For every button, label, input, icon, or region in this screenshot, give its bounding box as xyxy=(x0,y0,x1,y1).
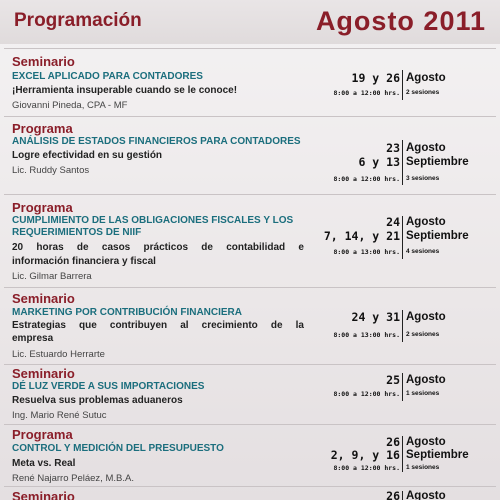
entry-sessions: 1 sesiones xyxy=(406,464,440,471)
entry-hours: 8:00 a 12:00 hrs. xyxy=(333,464,400,472)
entry-subtitle: empresa xyxy=(12,333,54,344)
entry-days: 24 y 31 xyxy=(351,310,400,324)
header-title: Programación xyxy=(14,10,142,31)
entry-month: Agosto xyxy=(406,374,446,386)
divider xyxy=(4,486,496,487)
entry-type: Seminario xyxy=(12,489,75,500)
entry-title: REQUERIMIENTOS DE NIIF xyxy=(12,227,142,238)
entry-speaker: Lic. Gilmar Barrera xyxy=(12,271,92,282)
date-divider xyxy=(402,216,403,259)
entry-speaker: Giovanni Pineda, CPA - MF xyxy=(12,100,128,111)
entry-type: Seminario xyxy=(12,366,75,381)
entry-type: Seminario xyxy=(12,291,75,306)
page-header xyxy=(0,0,500,44)
entry-month: Septiembre xyxy=(406,156,469,168)
entry-subtitle: Meta vs. Real xyxy=(12,458,76,469)
entry-days: 25 xyxy=(386,373,400,387)
divider xyxy=(4,287,496,288)
entry-sessions: 1 sesiones xyxy=(406,390,440,397)
entry-subtitle: información financiera y fiscal xyxy=(12,256,156,267)
divider xyxy=(4,116,496,117)
entry-days: 26 xyxy=(386,435,400,449)
entry-speaker: Ing. Mario René Sutuc xyxy=(12,410,107,421)
entry-month: Agosto xyxy=(406,142,446,154)
entry-sessions: 3 sesiones xyxy=(406,175,440,182)
entry-title: DÉ LUZ VERDE A SUS IMPORTACIONES xyxy=(12,381,205,392)
date-divider xyxy=(402,436,403,472)
entry-subtitle: ¡Herramienta insuperable cuando se le conoce! xyxy=(12,85,238,96)
entry-month: Septiembre xyxy=(406,449,469,461)
entry-days: 2, 9, y 16 xyxy=(330,448,400,462)
entry-month: Agosto xyxy=(406,311,446,323)
date-divider xyxy=(402,491,403,500)
entry-type: Programa xyxy=(12,200,73,215)
entry-speaker: Lic. Ruddy Santos xyxy=(12,165,90,176)
entry-month: Agosto xyxy=(406,216,446,228)
entry-sessions: 2 sesiones xyxy=(406,89,440,96)
entry-title: EXCEL APLICADO PARA CONTADORES xyxy=(12,71,203,82)
entry-title: ANÁLISIS DE ESTADOS FINANCIEROS PARA CONTADORES xyxy=(12,136,301,147)
entry-type: Programa xyxy=(12,121,73,136)
divider xyxy=(4,424,496,425)
date-divider xyxy=(402,140,403,185)
divider xyxy=(4,194,496,195)
entry-speaker: Lic. Estuardo Herrarte xyxy=(12,349,105,360)
entry-month: Agosto xyxy=(406,490,446,500)
entry-sessions: 4 sesiones xyxy=(406,248,440,255)
entry-days: 19 y 26 xyxy=(351,71,400,85)
entry-sessions: 2 sesiones xyxy=(406,331,440,338)
entry-speaker: René Najarro Peláez, M.B.A. xyxy=(12,473,134,484)
entry-subtitle: Logre efectividad en su gestión xyxy=(12,150,163,161)
entry-month: Agosto xyxy=(406,72,446,84)
divider xyxy=(4,48,496,49)
date-divider xyxy=(402,373,403,401)
entry-month: Agosto xyxy=(406,436,446,448)
entry-hours: 8:00 a 12:00 hrs. xyxy=(333,390,400,398)
entry-hours: 8:00 a 13:00 hrs. xyxy=(333,331,400,339)
entry-days: 24 xyxy=(386,215,400,229)
entry-title: MARKETING POR CONTRIBUCIÓN FINANCIERA xyxy=(12,307,242,318)
entry-hours: 8:00 a 12:00 hrs. xyxy=(333,175,400,183)
entry-hours: 8:00 a 12:00 hrs. xyxy=(333,89,400,97)
divider xyxy=(4,364,496,365)
entry-type: Seminario xyxy=(12,54,75,69)
entry-subtitle: Estrategias que contribuyen al crecimiento de la xyxy=(12,320,304,331)
entry-days: 23 xyxy=(386,141,400,155)
entry-subtitle: 20 horas de casos prácticos de contabilidad e xyxy=(12,242,304,253)
entry-hours: 8:00 a 13:00 hrs. xyxy=(333,248,400,256)
entry-month: Septiembre xyxy=(406,230,469,242)
entry-title: CONTROL Y MEDICIÓN DEL PRESUPUESTO xyxy=(12,443,224,454)
entry-days: 7, 14, y 21 xyxy=(323,229,400,243)
entry-subtitle: Resuelva sus problemas aduaneros xyxy=(12,395,183,406)
entry-title: CUMPLIMIENTO DE LAS OBLIGACIONES FISCALES Y LOS xyxy=(12,215,294,226)
entry-type: Programa xyxy=(12,427,73,442)
entry-days: 6 y 13 xyxy=(358,155,400,169)
date-divider xyxy=(402,310,403,342)
entry-days: 26 xyxy=(386,489,400,500)
header-month-year: Agosto 2011 xyxy=(315,6,486,36)
date-divider xyxy=(402,70,403,100)
